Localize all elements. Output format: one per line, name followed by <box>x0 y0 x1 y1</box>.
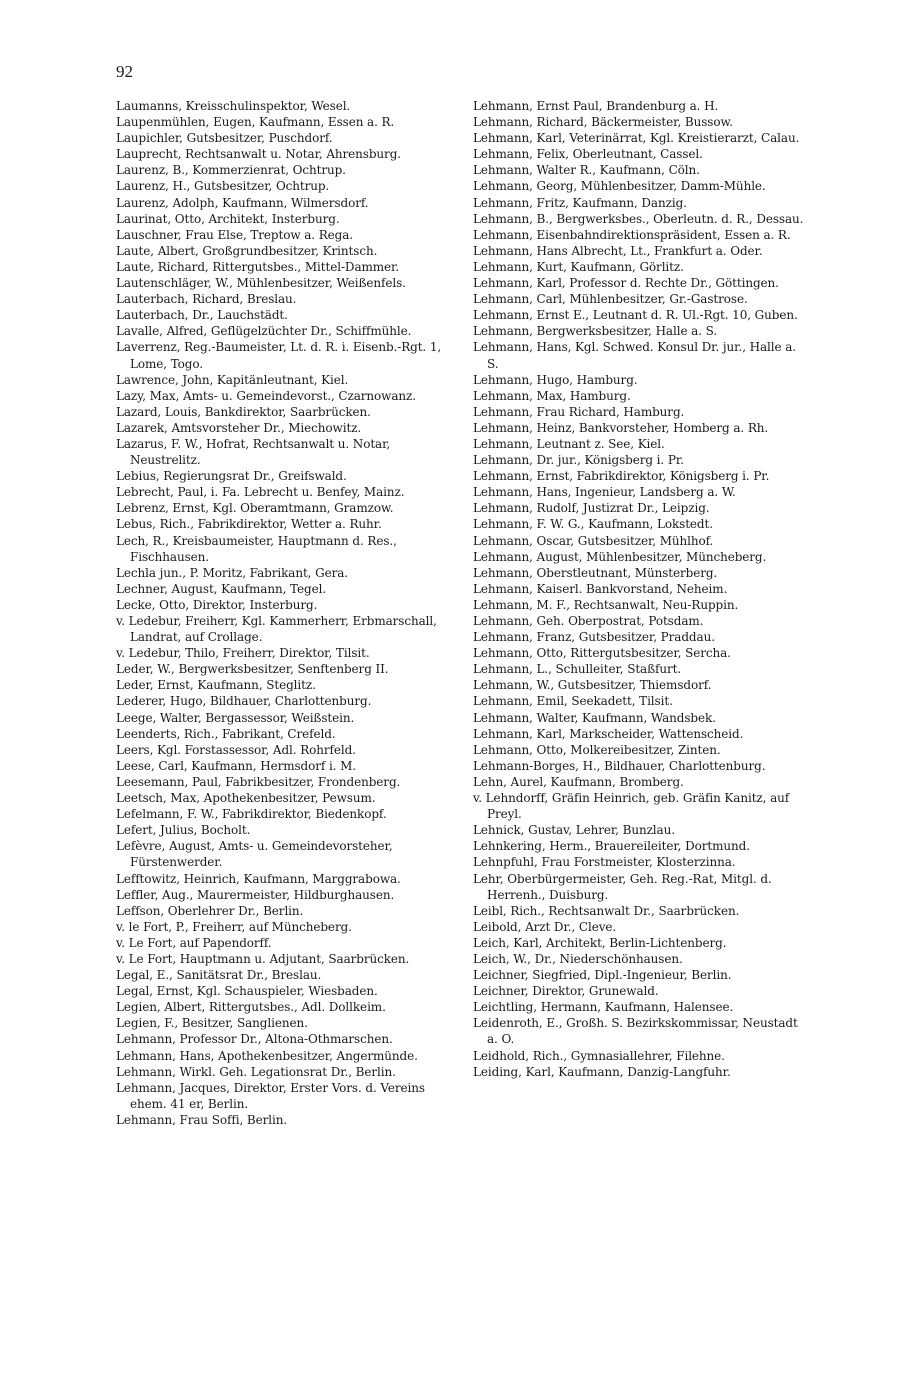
directory-entry: Lehmann, Ernst E., Leutnant d. R. Ul.-Rgt. 10, Guben. <box>473 308 798 323</box>
directory-entry: Lehmann, Frau Richard, Hamburg. <box>473 404 685 419</box>
directory-entry: Legien, F., Besitzer, Sanglienen. <box>116 1016 308 1031</box>
directory-entry: Lehmann, Carl, Mühlenbesitzer, Gr.-Gastrose. <box>473 292 748 307</box>
directory-entry: Lehn, Aurel, Kaufmann, Bromberg. <box>473 774 684 789</box>
directory-entry: Lehmann, Ernst, Fabrikdirektor, Königsberg i. Pr. <box>473 469 770 484</box>
directory-entry: Lazy, Max, Amts- u. Gemeindevorst., Czarnowanz. <box>116 388 416 403</box>
directory-entry: Leidenroth, E., Großh. S. Bezirkskommissar, Neustadt a. O. <box>473 1016 798 1047</box>
directory-entry: Lehmann, Karl, Veterinärrat, Kgl. Kreistierarzt, Calau. <box>473 131 800 146</box>
directory-entry: Lehmann-Borges, H., Bildhauer, Charlottenburg. <box>473 758 766 773</box>
directory-entry: Laupenmühlen, Eugen, Kaufmann, Essen a. R. <box>116 115 395 130</box>
directory-entry: Lehmann, Felix, Oberleutnant, Cassel. <box>473 147 703 162</box>
directory-entry: Laurinat, Otto, Architekt, Insterburg. <box>116 211 340 226</box>
directory-entry: Leich, Karl, Architekt, Berlin-Lichtenberg. <box>473 935 727 950</box>
directory-entry: Lehmann, F. W. G., Kaufmann, Lokstedt. <box>473 517 713 532</box>
directory-entry: Lehmann, Hans, Ingenieur, Landsberg a. W. <box>473 485 736 500</box>
directory-entry: Leibl, Rich., Rechtsanwalt Dr., Saarbrücken. <box>473 903 740 918</box>
directory-entry: Lehnick, Gustav, Lehrer, Bunzlau. <box>473 823 675 838</box>
directory-entry: Lehmann, Ernst Paul, Brandenburg a. H. <box>473 99 719 113</box>
directory-entry: Lehmann, Franz, Gutsbesitzer, Praddau. <box>473 630 715 645</box>
directory-entry: Lehmann, Max, Hamburg. <box>473 388 631 403</box>
directory-entry: Lehmann, Hugo, Hamburg. <box>473 372 638 387</box>
directory-entry: Lehmann, Leutnant z. See, Kiel. <box>473 436 665 451</box>
directory-entry: Laute, Richard, Rittergutsbes., Mittel-Dammer. <box>116 259 400 274</box>
directory-entry: Leder, Ernst, Kaufmann, Steglitz. <box>116 678 316 693</box>
directory-entry: Lehmann, Rudolf, Justizrat Dr., Leipzig. <box>473 501 710 516</box>
directory-entry: Lehmann, Kurt, Kaufmann, Görlitz. <box>473 259 684 274</box>
directory-entry: Laurenz, Adolph, Kaufmann, Wilmersdorf. <box>116 195 369 210</box>
directory-entry: Lehmann, Eisenbahndirektionspräsident, Essen a. R. <box>473 227 791 242</box>
directory-entry: Lehmann, Hans Albrecht, Lt., Frankfurt a. Oder. <box>473 243 763 258</box>
directory-entry: Lazarek, Amtsvorsteher Dr., Miechowitz. <box>116 420 362 435</box>
directory-entry: Lehmann, Frau Soffi, Berlin. <box>116 1112 288 1127</box>
directory-entry: Lehmann, Hans, Kgl. Schwed. Konsul Dr. jur., Halle a. S. <box>473 340 797 371</box>
directory-entry: Lehmann, L., Schulleiter, Staßfurt. <box>473 662 682 677</box>
directory-entry: Leffson, Oberlehrer Dr., Berlin. <box>116 903 304 918</box>
directory-entry: Lechner, August, Kaufmann, Tegel. <box>116 581 327 596</box>
right-column <box>473 98 807 1080</box>
directory-entry: Lehmann, Richard, Bäckermeister, Bussow. <box>473 115 733 130</box>
directory-entry: Lauterbach, Dr., Lauchstädt. <box>116 308 288 323</box>
directory-entry: Leibold, Arzt Dr., Cleve. <box>473 919 617 934</box>
directory-entry: Lautenschläger, W., Mühlenbesitzer, Weißenfels. <box>116 276 406 291</box>
directory-entry: Legal, Ernst, Kgl. Schauspieler, Wiesbaden. <box>116 984 378 999</box>
directory-entry: Lebrenz, Ernst, Kgl. Oberamtmann, Gramzow. <box>116 501 394 516</box>
directory-entry: Lehmann, Oscar, Gutsbesitzer, Mühlhof. <box>473 533 714 548</box>
directory-entry: Leidhold, Rich., Gymnasiallehrer, Filehne. <box>473 1048 725 1063</box>
directory-entry: Lehmann, M. F., Rechtsanwalt, Neu-Ruppin. <box>473 597 739 612</box>
directory-entry: Leers, Kgl. Forstassessor, Adl. Rohrfeld. <box>116 742 356 757</box>
directory-entry: Lederer, Hugo, Bildhauer, Charlottenburg. <box>116 694 372 709</box>
directory-entry: Lebius, Regierungsrat Dr., Greifswald. <box>116 469 347 484</box>
directory-entry: Legien, Albert, Rittergutsbes., Adl. Dollkeim. <box>116 1000 386 1015</box>
directory-entry: v. Le Fort, auf Papendorff. <box>116 935 272 950</box>
directory-entry: Lefelmann, F. W., Fabrikdirektor, Biedenkopf. <box>116 807 387 822</box>
directory-entry: Lehmann, Georg, Mühlenbesitzer, Damm-Mühle. <box>473 179 766 194</box>
directory-entry: Lawrence, John, Kapitänleutnant, Kiel. <box>116 372 349 387</box>
directory-entry: Lehmann, Otto, Rittergutsbesitzer, Sercha. <box>473 646 731 661</box>
directory-entry: Lavalle, Alfred, Geflügelzüchter Dr., Schiffmühle. <box>116 324 412 339</box>
directory-entry: Lehnpfuhl, Frau Forstmeister, Klosterzinna. <box>473 855 736 870</box>
directory-entry: Lehmann, August, Mühlenbesitzer, Müncheberg. <box>473 549 767 564</box>
directory-entry: Leiding, Karl, Kaufmann, Danzig-Langfuhr. <box>473 1064 731 1079</box>
directory-entry: Lehmann, Oberstleutnant, Münsterberg. <box>473 565 718 580</box>
directory-entry: Lehmann, Geh. Oberpostrat, Potsdam. <box>473 614 704 628</box>
left-column <box>116 98 450 1128</box>
directory-entry: Lehmann, Karl, Markscheider, Wattenscheid. <box>473 726 744 741</box>
directory-entry: Lehmann, Emil, Seekadett, Tilsit. <box>473 694 673 709</box>
directory-entry: Laverrenz, Reg.-Baumeister, Lt. d. R. i. Eisenb.-Rgt. 1, Lome, Togo. <box>116 340 442 371</box>
directory-entry: Leichtling, Hermann, Kaufmann, Halensee. <box>473 1000 734 1015</box>
directory-entry: Lehmann, Professor Dr., Altona-Othmarschen. <box>116 1032 393 1047</box>
directory-entry: Lehmann, Wirkl. Geh. Legationsrat Dr., Berlin. <box>116 1064 396 1079</box>
directory-entry: Laupichler, Gutsbesitzer, Puschdorf. <box>116 131 333 146</box>
directory-entry: Leege, Walter, Bergassessor, Weißstein. <box>116 710 355 725</box>
directory-entry: Lefftowitz, Heinrich, Kaufmann, Marggrabowa. <box>116 871 401 886</box>
directory-entry: Lehmann, Hans, Apothekenbesitzer, Angermünde. <box>116 1048 418 1063</box>
directory-entry: Lehmann, Karl, Professor d. Rechte Dr., Göttingen. <box>473 276 779 291</box>
directory-entry: Lecke, Otto, Direktor, Insterburg. <box>116 597 318 612</box>
directory-entry: Lechla jun., P. Moritz, Fabrikant, Gera. <box>116 565 348 580</box>
directory-entry: Lehmann, Jacques, Direktor, Erster Vors. d. Vereins ehem. 41 er, Berlin. <box>116 1080 425 1111</box>
directory-entry: Legal, E., Sanitätsrat Dr., Breslau. <box>116 968 322 983</box>
directory-entry: Leich, W., Dr., Niederschönhausen. <box>473 951 683 966</box>
directory-entry: Lehmann, B., Bergwerksbes., Oberleutn. d. R., Dessau. <box>473 211 804 226</box>
directory-entry: v. Ledebur, Thilo, Freiherr, Direktor, Tilsit. <box>116 646 370 661</box>
directory-entry: Leffler, Aug., Maurermeister, Hildburghausen. <box>116 887 395 902</box>
directory-entry: Lauprecht, Rechtsanwalt u. Notar, Ahrensburg. <box>116 147 401 162</box>
page-number: 92 <box>116 62 133 81</box>
directory-entry: Lech, R., Kreisbaumeister, Hauptmann d. Res., Fischhausen. <box>116 533 397 564</box>
directory-entry: Lehmann, Kaiserl. Bankvorstand, Neheim. <box>473 581 728 596</box>
directory-entry: Leesemann, Paul, Fabrikbesitzer, Frondenberg. <box>116 774 401 789</box>
directory-entry: Lefèvre, August, Amts- u. Gemeindevorsteher, Fürstenwerder. <box>116 839 393 870</box>
directory-entry: Lehmann, Walter R., Kaufmann, Cöln. <box>473 163 700 178</box>
directory-entry: Lazard, Louis, Bankdirektor, Saarbrücken. <box>116 404 371 419</box>
directory-entry: Lehmann, Bergwerksbesitzer, Halle a. S. <box>473 324 718 339</box>
directory-entry: Leichner, Direktor, Grunewald. <box>473 984 659 999</box>
directory-entry: Lefert, Julius, Bocholt. <box>116 823 251 838</box>
directory-entry: Lehmann, Dr. jur., Königsberg i. Pr. <box>473 453 684 468</box>
directory-entry: Lehmann, Fritz, Kaufmann, Danzig. <box>473 195 687 210</box>
directory-entry: Laurenz, B., Kommerzienrat, Ochtrup. <box>116 163 346 178</box>
directory-entry: Lauterbach, Richard, Breslau. <box>116 292 297 307</box>
directory-entry: Lebrecht, Paul, i. Fa. Lebrecht u. Benfey, Mainz. <box>116 485 405 500</box>
directory-entry: v. Le Fort, Hauptmann u. Adjutant, Saarbrücken. <box>116 951 410 966</box>
directory-entry: Lehmann, Walter, Kaufmann, Wandsbek. <box>473 710 716 725</box>
directory-entry: Lehr, Oberbürgermeister, Geh. Reg.-Rat, Mitgl. d. Herrenh., Duisburg. <box>473 871 772 902</box>
directory-entry: Laumanns, Kreisschulinspektor, Wesel. <box>116 99 351 113</box>
directory-entry: v. le Fort, P., Freiherr, auf Müncheberg. <box>116 919 352 934</box>
directory-entry: Lauschner, Frau Else, Treptow a. Rega. <box>116 227 354 242</box>
directory-entry: v. Ledebur, Freiherr, Kgl. Kammerherr, Erbmarschall, Landrat, auf Crollage. <box>116 614 437 645</box>
directory-entry: Laurenz, H., Gutsbesitzer, Ochtrup. <box>116 179 330 194</box>
directory-entry: Lehmann, Otto, Molkereibesitzer, Zinten. <box>473 742 721 757</box>
directory-entry: Lehmann, Heinz, Bankvorsteher, Homberg a. Rh. <box>473 420 769 435</box>
directory-entry: Lazarus, F. W., Hofrat, Rechtsanwalt u. Notar, Neustrelitz. <box>116 436 391 468</box>
directory-entry: Leenderts, Rich., Fabrikant, Crefeld. <box>116 726 336 741</box>
directory-entry: Lehnkering, Herm., Brauereileiter, Dortmund. <box>473 839 750 854</box>
directory-entry: Leder, W., Bergwerksbesitzer, Senftenberg II. <box>116 662 389 677</box>
directory-entry: Leichner, Siegfried, Dipl.-Ingenieur, Berlin. <box>473 968 732 983</box>
directory-entry: Laute, Albert, Großgrundbesitzer, Krintsch. <box>116 243 378 258</box>
directory-entry: Leese, Carl, Kaufmann, Hermsdorf i. M. <box>116 758 357 773</box>
directory-entry: Leetsch, Max, Apothekenbesitzer, Pewsum. <box>116 791 376 806</box>
directory-entry: Lehmann, W., Gutsbesitzer, Thiemsdorf. <box>473 678 712 693</box>
directory-entry: v. Lehndorff, Gräfin Heinrich, geb. Gräfin Kanitz, auf Preyl. <box>473 791 790 822</box>
directory-entry: Lebus, Rich., Fabrikdirektor, Wetter a. Ruhr. <box>116 517 382 532</box>
